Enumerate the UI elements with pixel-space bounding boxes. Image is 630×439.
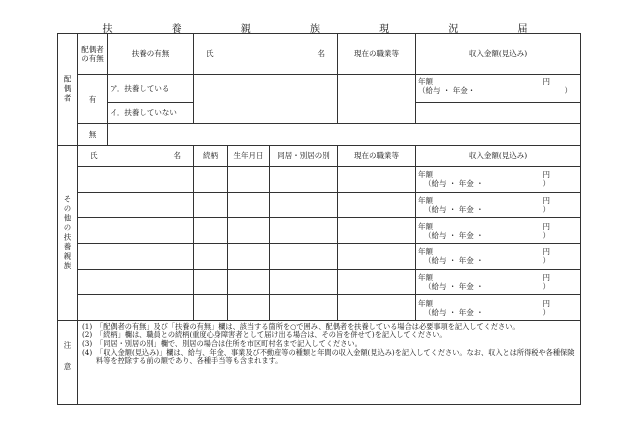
relation-header: 続柄 — [194, 145, 228, 167]
cohabitation-field[interactable] — [270, 192, 338, 218]
income-breakdown: （給与 ・ 年金 ・ — [424, 256, 484, 266]
closing-paren: ） — [542, 179, 551, 189]
dependent-name-field[interactable] — [78, 269, 194, 295]
closing-paren: ） — [542, 307, 551, 317]
cohabitation-field[interactable] — [270, 295, 338, 321]
yen-label: 円 — [542, 272, 551, 282]
table-row — [58, 192, 581, 218]
dependents-section-label: その他の扶養親族 — [58, 145, 78, 320]
cohabitation-field[interactable] — [270, 167, 338, 193]
relation-field[interactable] — [194, 269, 228, 295]
closing-paren: ） — [542, 281, 551, 291]
spouse-income-header: 収入金額(見込み) — [416, 34, 581, 75]
closing-paren: ） — [542, 230, 551, 240]
closing-paren: ） — [564, 85, 573, 95]
name-char-shi: 氏 — [90, 151, 98, 161]
option-not-supporting[interactable]: イ．扶養していない — [108, 102, 194, 124]
annual-label: 年額 — [418, 247, 434, 257]
dependent-name-field[interactable] — [78, 295, 194, 321]
option-supporting[interactable]: ア．扶養している — [108, 74, 194, 102]
dependent-name-header — [78, 145, 194, 167]
annual-label: 年額 — [418, 298, 434, 308]
income-breakdown: （給与 ・ 年金 ・ — [424, 179, 484, 189]
table-row — [58, 269, 581, 295]
note-item: (4) 「収入金額(見込み)」欄は、給与、年金、事業及び不動産等の種類と年間の収入金額(見込み)を記入してください。なお、収入とは所得税や各種保険料等を控除する前の額であり、各種手当等も含まれます。 — [82, 347, 575, 366]
income-field[interactable] — [416, 218, 581, 244]
dependent-occupation-header: 現在の職業等 — [338, 145, 416, 167]
birthdate-field[interactable] — [228, 269, 270, 295]
occupation-field[interactable] — [338, 269, 416, 295]
relation-field[interactable] — [194, 295, 228, 321]
spouse-income-field[interactable] — [416, 74, 581, 102]
spouse-occupation-field[interactable] — [338, 74, 416, 123]
notes-label: 注意 — [58, 320, 78, 404]
income-breakdown: （給与 ・ 年金 ・ — [424, 307, 484, 317]
birthdate-field[interactable] — [228, 167, 270, 193]
name-char-mei: 名 — [317, 49, 326, 59]
yen-label: 円 — [542, 170, 551, 180]
spouse-none-label[interactable]: 無 — [78, 124, 108, 146]
dependents-form-table — [57, 33, 581, 405]
relation-field[interactable] — [194, 167, 228, 193]
relation-field[interactable] — [194, 192, 228, 218]
income-field[interactable] — [416, 192, 581, 218]
occupation-field[interactable] — [338, 295, 416, 321]
income-field[interactable] — [416, 167, 581, 193]
occupation-field[interactable] — [338, 218, 416, 244]
dependent-name-field[interactable] — [78, 218, 194, 244]
form-title: 扶 養 親 族 現 況 届 — [102, 24, 556, 35]
yen-label: 円 — [542, 298, 551, 308]
dependent-name-field[interactable] — [78, 244, 194, 270]
birthdate-field[interactable] — [228, 295, 270, 321]
name-char-mei: 名 — [173, 151, 181, 161]
birthdate-field[interactable] — [228, 218, 270, 244]
spouse-section-label: 配偶者 — [58, 34, 78, 146]
dependent-income-header: 収入金額(見込み) — [416, 145, 581, 167]
spouse-name-header — [194, 34, 338, 75]
occupation-field[interactable] — [338, 167, 416, 193]
dependent-name-field[interactable] — [78, 192, 194, 218]
income-breakdown: （給与 ・ 年金 ・ — [424, 281, 484, 291]
cohabitation-field[interactable] — [270, 218, 338, 244]
spouse-yes-label[interactable]: 有 — [78, 74, 108, 123]
dependent-name-field[interactable] — [78, 167, 194, 193]
yen-label: 円 — [542, 221, 551, 231]
spouse-occupation-header: 現在の職業等 — [338, 34, 416, 75]
note-item: (2) 「続柄」欄は、職員との続柄(重度心身障害者として届け出る場合は、その旨を併せて)を記入してください。 — [82, 330, 447, 340]
note-item: (3) 「同居・別居の別」欄で、別居の場合は住所を市区町村名まで記入してください。 — [82, 339, 362, 349]
relation-field[interactable] — [194, 244, 228, 270]
yen-label: 円 — [542, 247, 551, 257]
birthdate-header: 生年月日 — [228, 145, 270, 167]
occupation-field[interactable] — [338, 244, 416, 270]
yen-label: 円 — [542, 76, 551, 86]
income-breakdown: （給与 ・ 年金 ・ — [424, 230, 484, 240]
income-breakdown: （給与 ・ 年金・ — [418, 85, 476, 95]
income-breakdown: （給与 ・ 年金 ・ — [424, 205, 484, 215]
closing-paren: ） — [542, 256, 551, 266]
annual-label: 年額 — [418, 76, 434, 86]
annual-label: 年額 — [418, 196, 434, 206]
cohabitation-field[interactable] — [270, 244, 338, 270]
note-item: (1) 「配偶者の有無」及び「扶養の有無」欄は、該当する箇所を○で囲み、配偶者を扶養している場合は必要事項を記入してください。 — [82, 321, 520, 331]
yen-label: 円 — [542, 196, 551, 206]
spouse-name-field[interactable] — [194, 74, 338, 123]
closing-paren: ） — [542, 205, 551, 215]
support-status-header: 扶養の有無 — [108, 34, 194, 75]
income-field[interactable] — [416, 295, 581, 321]
cohabitation-field[interactable] — [270, 269, 338, 295]
notes-content — [78, 320, 581, 404]
spouse-presence-header: 配偶者の有無 — [78, 34, 108, 75]
annual-label: 年額 — [418, 272, 434, 282]
income-field[interactable] — [416, 269, 581, 295]
table-row — [58, 244, 581, 270]
spouse-none-blank — [108, 124, 581, 146]
birthdate-field[interactable] — [228, 192, 270, 218]
cohabitation-header: 同居・別居の別 — [270, 145, 338, 167]
birthdate-field[interactable] — [228, 244, 270, 270]
annual-label: 年額 — [418, 170, 434, 180]
occupation-field[interactable] — [338, 192, 416, 218]
spouse-income-blank — [416, 102, 581, 124]
relation-field[interactable] — [194, 218, 228, 244]
income-field[interactable] — [416, 244, 581, 270]
annual-label: 年額 — [418, 221, 434, 231]
table-row — [58, 167, 581, 193]
name-char-shi: 氏 — [206, 49, 214, 59]
table-row — [58, 218, 581, 244]
table-row — [58, 295, 581, 321]
